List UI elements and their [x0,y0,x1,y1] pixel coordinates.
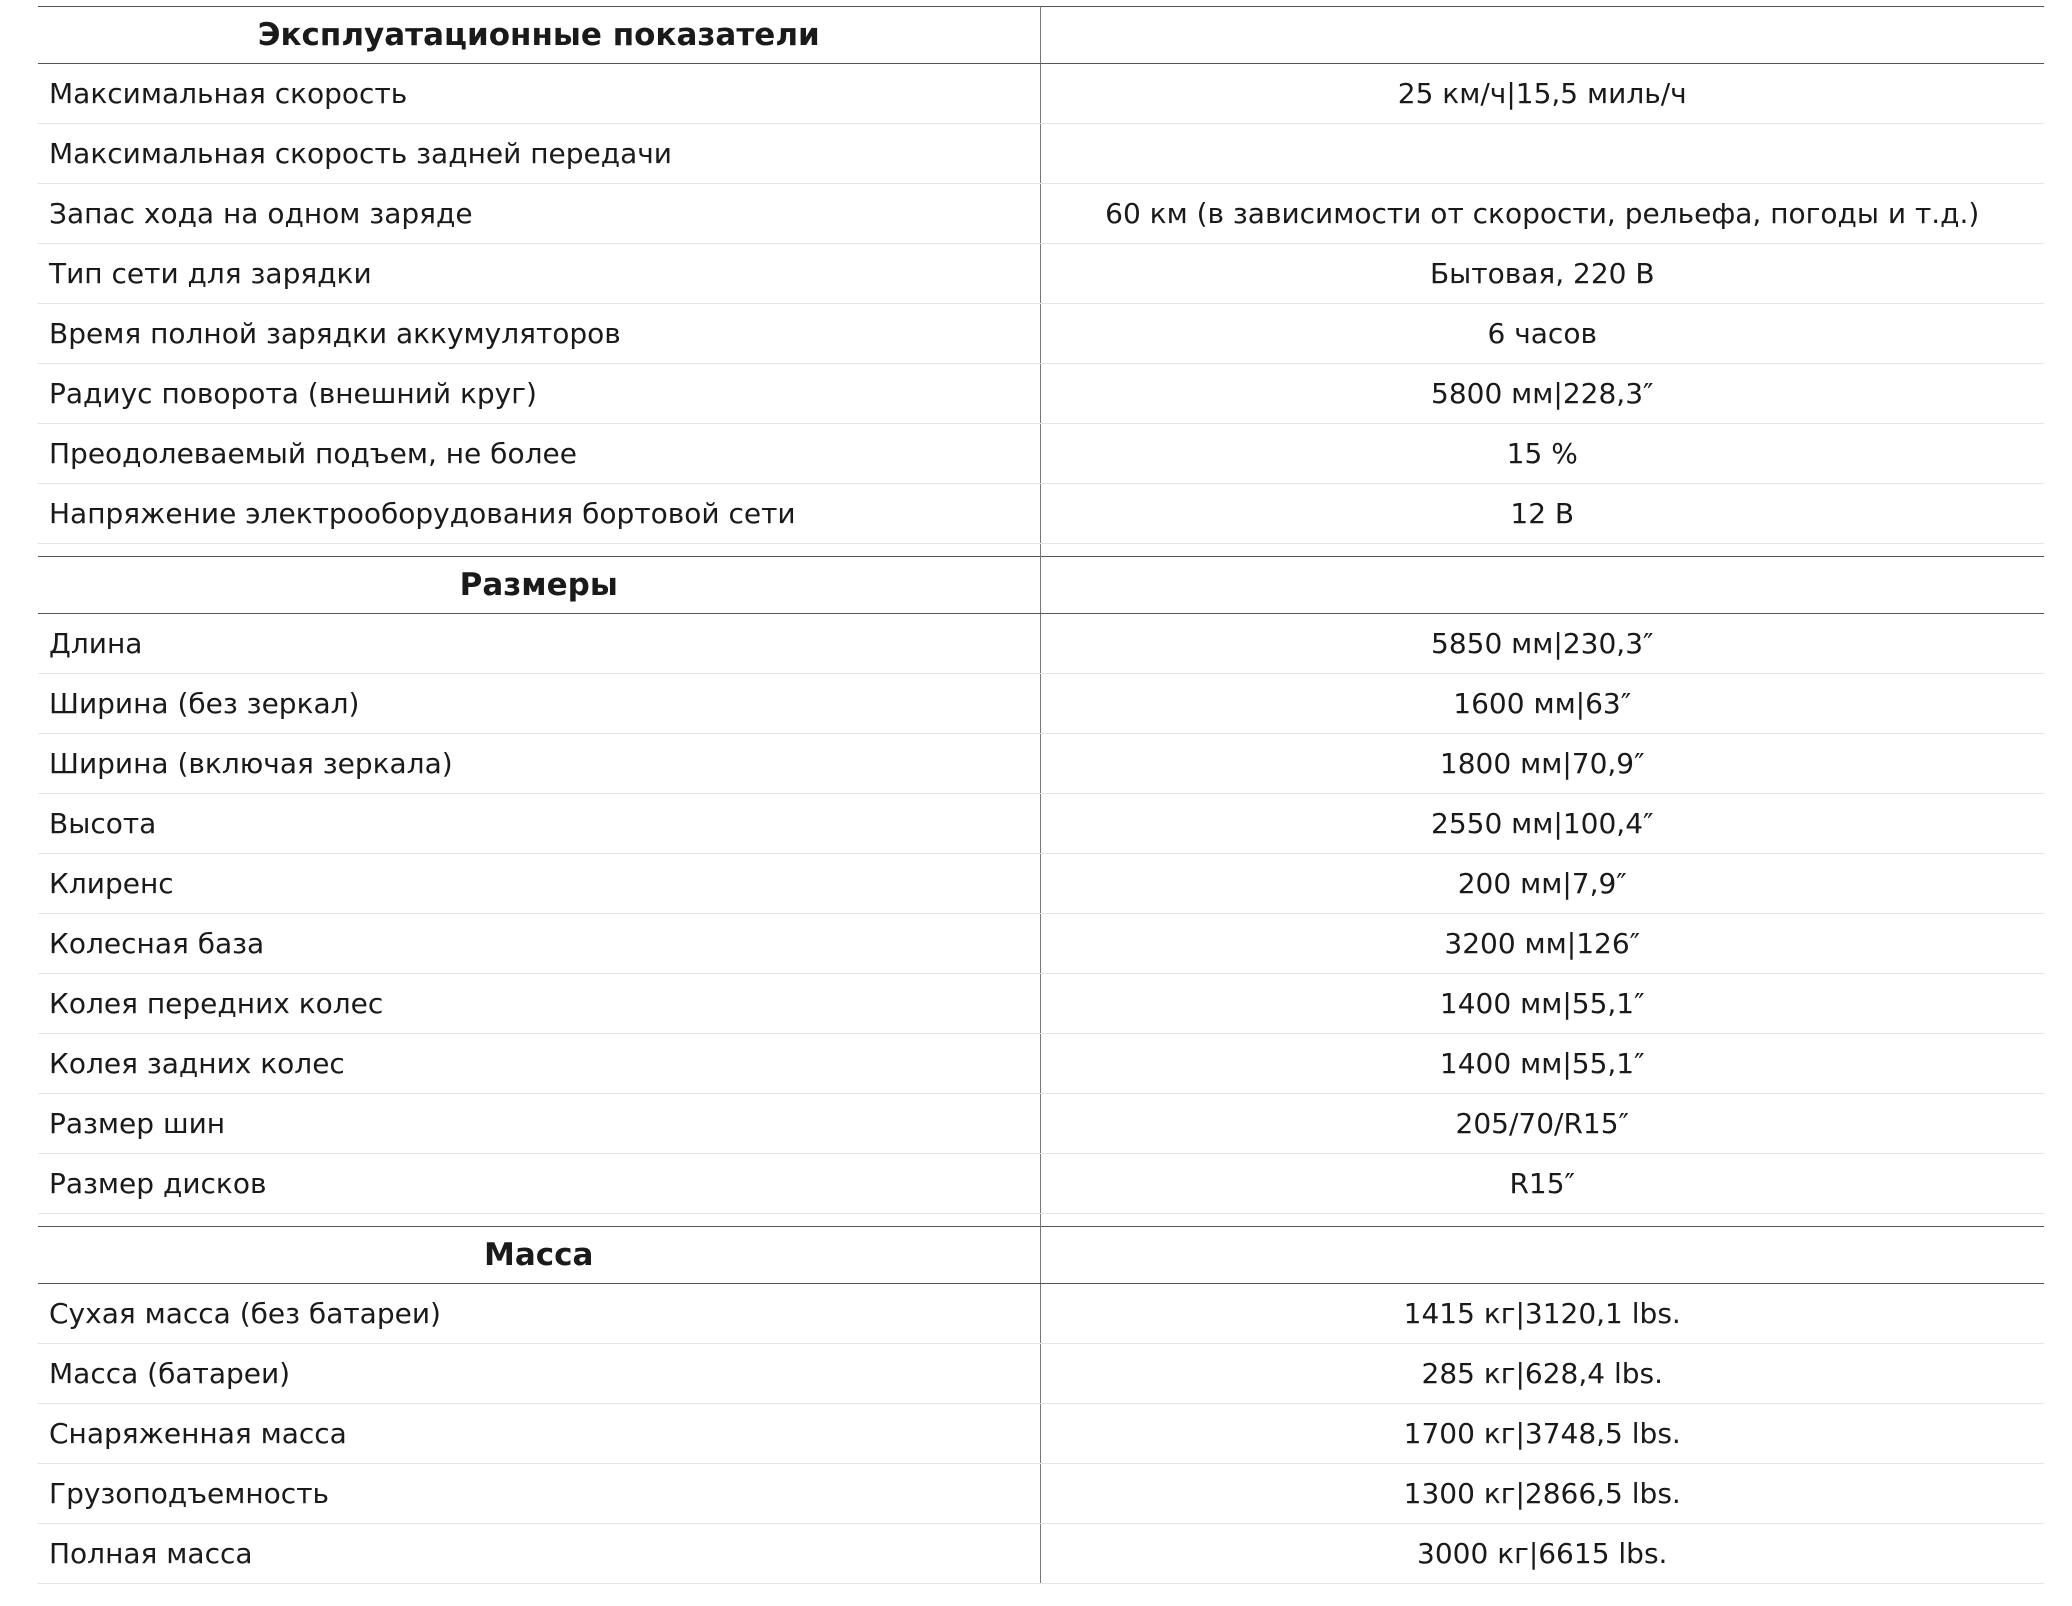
row-label: Время полной зарядки аккумуляторов [38,304,1040,364]
section-spacer [38,1214,2044,1227]
table-row [38,1094,2044,1154]
row-label: Максимальная скорость задней передачи [38,124,1040,184]
row-value: 3200 мм|126″ [1040,914,2044,974]
row-value: 1800 мм|70,9″ [1040,734,2044,794]
row-value: Бытовая, 220 В [1040,244,2044,304]
table-row [38,614,2044,674]
table-row [38,974,2044,1034]
table-row [38,244,2044,304]
row-label: Длина [38,614,1040,674]
row-label: Размер шин [38,1094,1040,1154]
section-title: Эксплуатационные показатели [38,7,1040,64]
row-value: 60 км (в зависимости от скорости, рельефа, погоды и т.д.) [1040,184,2044,244]
table-row [38,854,2044,914]
section-header-empty [1040,7,2044,64]
row-label: Радиус поворота (внешний круг) [38,364,1040,424]
table-row [38,794,2044,854]
section-header-empty [1040,1227,2044,1284]
row-value: 1300 кг|2866,5 lbs. [1040,1464,2044,1524]
row-label: Грузоподъемность [38,1464,1040,1524]
row-label: Полная масса [38,1524,1040,1584]
section-header-dimensions [38,557,2044,614]
section-title: Масса [38,1227,1040,1284]
table-row [38,64,2044,124]
row-value: 2550 мм|100,4″ [1040,794,2044,854]
table-row [38,1464,2044,1524]
row-value: 1400 мм|55,1″ [1040,1034,2044,1094]
table-row [38,184,2044,244]
row-value: 15 % [1040,424,2044,484]
row-value: 12 В [1040,484,2044,544]
row-value [1040,124,2044,184]
row-label: Ширина (включая зеркала) [38,734,1040,794]
table-row [38,1344,2044,1404]
table-row [38,484,2044,544]
row-value: 1600 мм|63″ [1040,674,2044,734]
row-label: Напряжение электрооборудования бортовой сети [38,484,1040,544]
row-label: Высота [38,794,1040,854]
row-label: Размер дисков [38,1154,1040,1214]
spec-sheet [38,6,2044,1584]
table-row [38,364,2044,424]
row-value: 25 км/ч|15,5 миль/ч [1040,64,2044,124]
table-row [38,1404,2044,1464]
row-label: Сухая масса (без батареи) [38,1284,1040,1344]
table-row [38,124,2044,184]
row-value: 6 часов [1040,304,2044,364]
row-value: 1700 кг|3748,5 lbs. [1040,1404,2044,1464]
row-label: Колея задних колес [38,1034,1040,1094]
table-row [38,1034,2044,1094]
row-label: Запас хода на одном заряде [38,184,1040,244]
table-row [38,304,2044,364]
table-row [38,1284,2044,1344]
table-row [38,1524,2044,1584]
row-label: Максимальная скорость [38,64,1040,124]
row-label: Тип сети для зарядки [38,244,1040,304]
section-title: Размеры [38,557,1040,614]
table-row [38,734,2044,794]
table-row [38,914,2044,974]
table-row [38,674,2044,734]
row-value: 285 кг|628,4 lbs. [1040,1344,2044,1404]
row-value: 5800 мм|228,3″ [1040,364,2044,424]
row-value: R15″ [1040,1154,2044,1214]
row-label: Масса (батареи) [38,1344,1040,1404]
row-label: Преодолеваемый подъем, не более [38,424,1040,484]
row-value: 205/70/R15″ [1040,1094,2044,1154]
row-label: Ширина (без зеркал) [38,674,1040,734]
row-value: 3000 кг|6615 lbs. [1040,1524,2044,1584]
row-label: Колесная база [38,914,1040,974]
row-label: Снаряженная масса [38,1404,1040,1464]
spec-table [38,6,2044,1584]
row-value: 1415 кг|3120,1 lbs. [1040,1284,2044,1344]
row-value: 1400 мм|55,1″ [1040,974,2044,1034]
section-header-performance [38,7,2044,64]
table-row [38,1154,2044,1214]
section-header-empty [1040,557,2044,614]
row-value: 200 мм|7,9″ [1040,854,2044,914]
row-label: Клиренс [38,854,1040,914]
section-header-mass [38,1227,2044,1284]
row-label: Колея передних колес [38,974,1040,1034]
table-row [38,424,2044,484]
row-value: 5850 мм|230,3″ [1040,614,2044,674]
section-spacer [38,544,2044,557]
